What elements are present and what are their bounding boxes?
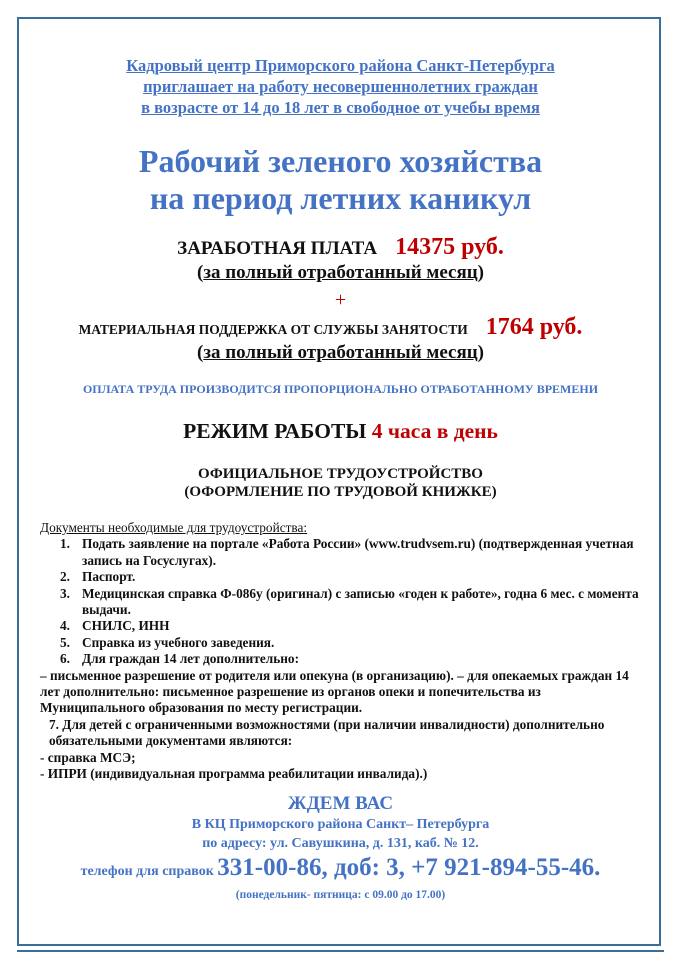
salary-note-open: ( — [196, 262, 204, 283]
list-item — [40, 569, 640, 585]
phone-number[interactable]: 331-00-86, доб: 3, +7 921-894-55-46. — [217, 854, 601, 881]
work-mode — [0, 417, 681, 445]
item-7-disability: 7. Для детей с ограниченными возможностями (при наличии инвалидности) дополнительно обязательными документами являются: — [49, 716, 605, 749]
work-mode-label: РЕЖИМ РАБОТЫ — [183, 419, 367, 443]
list-item-text: Медицинская справка Ф-086у (оригинал) с записью «годен к работе», годна 6 мес. с момента выдачи. — [82, 585, 639, 618]
job-title-line-1: Рабочий зеленого хозяйства — [138, 143, 543, 179]
plus-sign: + — [334, 289, 347, 311]
list-item — [40, 536, 640, 569]
official-employment — [0, 465, 681, 501]
support-label: МАТЕРИАЛЬНАЯ ПОДДЕРЖКА ОТ СЛУЖБЫ ЗАНЯТОСТИ — [78, 322, 468, 337]
sub-item-ipri: - ИПРИ (индивидуальная программа реабилитации инвалида).) — [40, 766, 428, 782]
support-row — [0, 314, 671, 343]
support-note-close: ) — [477, 342, 484, 363]
list-item-number: 1. — [60, 536, 70, 552]
salary-note — [0, 262, 681, 284]
list-item-number: 4. — [60, 618, 70, 634]
list-item — [40, 586, 640, 619]
support-amount: 1764 руб. — [485, 314, 583, 340]
documents-heading: Документы необходимые для трудоустройства: — [40, 520, 308, 535]
proportional-pay-note: ОПЛАТА ТРУДА ПРОИЗВОДИТСЯ ПРОПОРЦИОНАЛЬНО ОТРАБОТАННОМУ ВРЕМЕНИ — [82, 382, 599, 396]
list-item — [40, 651, 640, 667]
intro-block — [0, 55, 681, 118]
official-line-1: ОФИЦИАЛЬНОЕ ТРУДОУСТРОЙСТВО — [198, 466, 483, 482]
intro-line: приглашает на работу несовершеннолетних граждан — [143, 77, 538, 96]
salary-amount: 14375 руб. — [395, 234, 504, 260]
salary-note-text: за полный отработанный месяц — [203, 262, 478, 283]
extra-14-requirements: – письменное разрешение от родителя или опекуна (в организацию). – для опекаемых граждан 14 лет дополнительно: письменное разрешение из органов опеки и попечительства из Муниципального образования по месту регистрации. — [40, 667, 629, 716]
phone-row — [0, 853, 681, 887]
list-item — [40, 635, 640, 651]
support-note — [0, 342, 681, 364]
phone-label: телефон для справок — [80, 864, 218, 879]
work-mode-value: 4 часа в день — [371, 419, 498, 443]
page-border-double-line — [17, 950, 664, 952]
list-item-text: Для граждан 14 лет дополнительно: — [82, 651, 300, 667]
contact-block — [0, 793, 681, 904]
list-item-number: 2. — [60, 569, 70, 585]
salary-row — [0, 235, 681, 261]
list-item-text: Подать заявление на портале «Работа России» (www.trudvsem.ru) (подтвержденная учетная запись на Госуслугах). — [82, 536, 634, 568]
documents-section — [40, 520, 640, 783]
contact-address: по адресу: ул. Савушкина, д. 131, каб. № 12. — [202, 836, 479, 851]
list-item-number: 6. — [60, 651, 70, 667]
intro-line: Кадровый центр Приморского района Санкт-Петербурга — [126, 56, 555, 75]
list-item — [40, 618, 640, 634]
support-note-text: за полный отработанный месяц — [203, 342, 478, 363]
wait-heading: ЖДЕМ ВАС — [287, 793, 394, 814]
list-item-text: Справка из учебного заведения. — [82, 634, 275, 650]
job-title-line-2: на период летних каникул — [149, 180, 532, 216]
list-item-number: 3. — [60, 585, 70, 601]
intro-line: в возрасте от 14 до 18 лет в свободное от учебы время — [141, 98, 540, 117]
official-line-2: (ОФОРМЛЕНИЕ ПО ТРУДОВОЙ КНИЖКЕ) — [184, 484, 497, 500]
documents-list — [40, 536, 640, 667]
working-hours: (понедельник- пятница: с 09.00 до 17.00) — [235, 889, 446, 901]
salary-label: ЗАРАБОТНАЯ ПЛАТА — [177, 238, 378, 259]
job-title — [0, 143, 681, 217]
contact-org: В КЦ Приморского района Санкт– Петербурга — [191, 817, 490, 832]
salary-note-close: ) — [477, 262, 484, 283]
support-note-open: ( — [196, 342, 204, 363]
sub-item-mse: - справка МСЭ; — [40, 749, 136, 765]
list-item-text: Паспорт. — [82, 569, 136, 585]
list-item-number: 5. — [60, 634, 70, 650]
list-item-text: СНИЛС, ИНН — [82, 618, 170, 634]
